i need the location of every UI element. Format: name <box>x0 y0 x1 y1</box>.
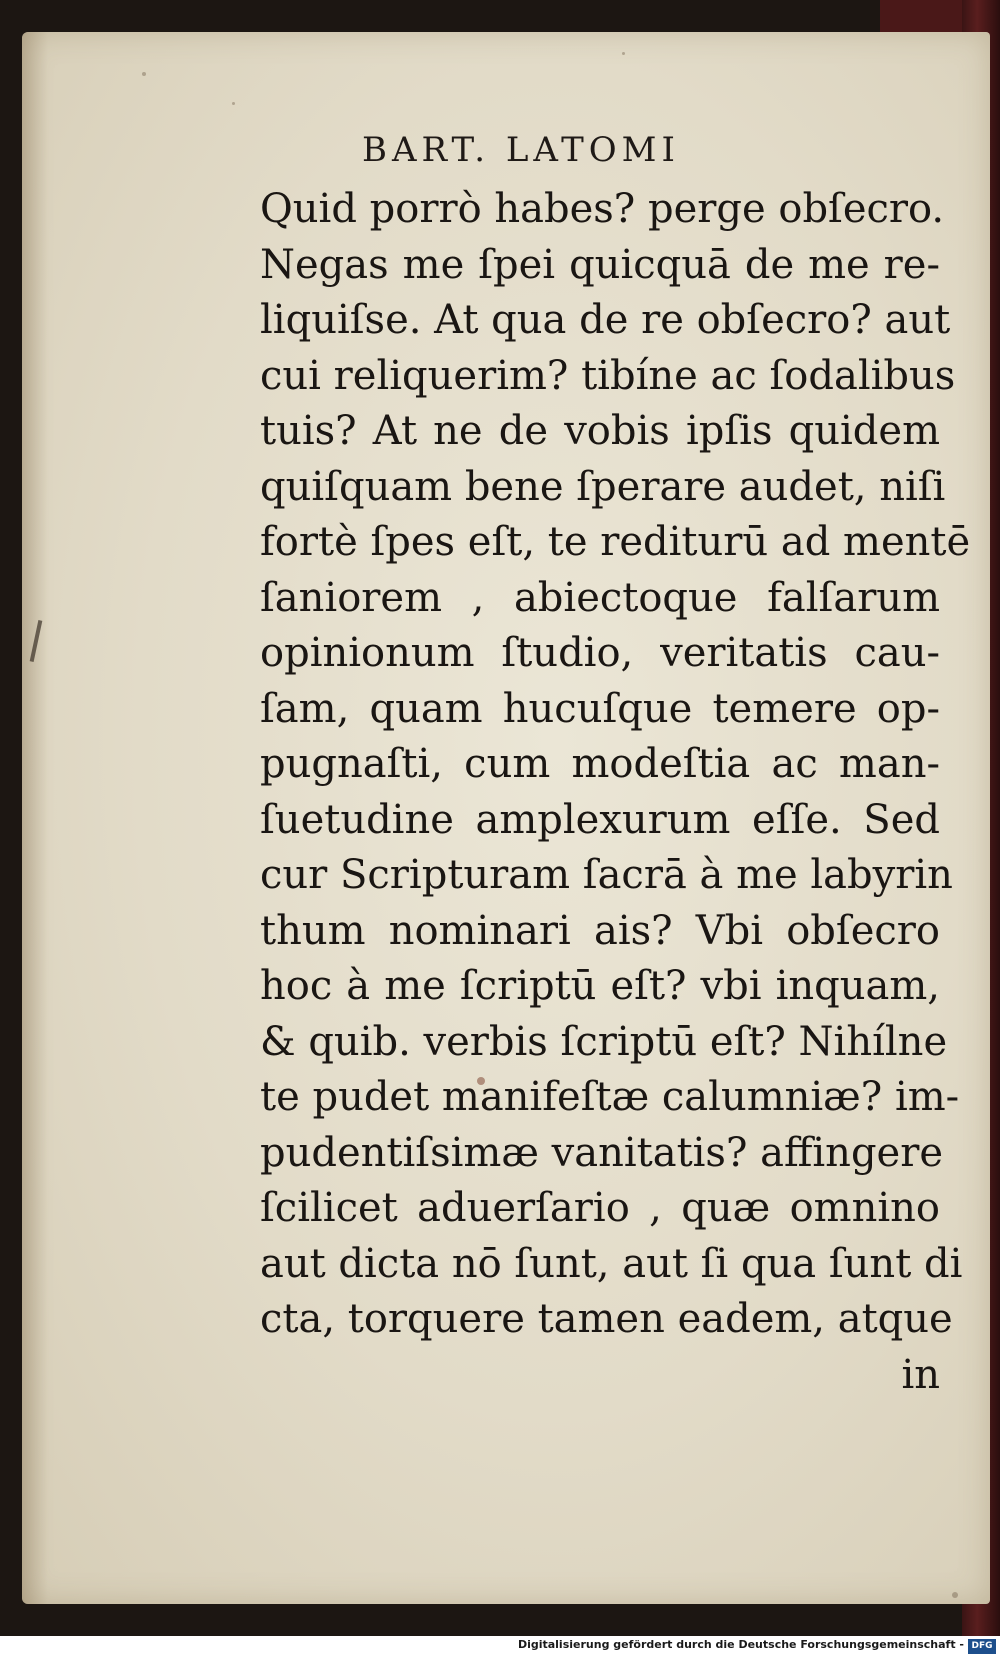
text-line: in <box>901 1351 940 1398</box>
text-line: liquiſse. At qua de re obſecro? aut <box>260 297 951 343</box>
text-line: quiſquam bene ſperare audet, niſi <box>260 463 946 510</box>
text-line: pugnaſti, cum modeſtia ac man- <box>260 741 940 787</box>
paper-speck <box>622 52 625 55</box>
text-line: & quib. verbis ſcriptū eſt? Nihílne <box>260 1018 948 1065</box>
text-line: opinionum ſtudio, veritatis cau- <box>260 630 940 676</box>
text-line: ſuetudine amplexurum eſſe. Sed <box>260 796 940 843</box>
text-line: pudentiſsimæ vanitatis? affingere <box>260 1129 944 1176</box>
text-line: Quid porrò habes? perge obſecro. <box>260 186 945 232</box>
text-line: cur Scripturam ſacrā à me labyrin <box>260 852 953 898</box>
text-line: ſcilicet aduerſario , quæ omnino <box>260 1185 940 1231</box>
text-line: ſam, quam hucuſque temere op- <box>260 685 940 732</box>
body-text <box>260 182 971 1403</box>
running-header: BART. LATOMI <box>362 130 680 170</box>
page-gutter-shadow <box>22 32 48 1604</box>
text-line: cui reliquerim? tibíne ac ſodalibus <box>260 352 956 399</box>
text-line: tuis? At ne de vobis ipſis quidem <box>260 408 940 454</box>
text-line: fortè ſpes eſt, te rediturū ad mentē <box>260 519 971 565</box>
text-line: Negas me ſpei quicquā de me re- <box>260 241 940 288</box>
text-line: ſaniorem , abiectoque falſarum <box>260 574 940 621</box>
book-page <box>22 32 990 1604</box>
paper-speck <box>952 1592 958 1598</box>
text-line: te pudet manifeſtæ calumniæ? im- <box>260 1074 960 1120</box>
funding-credit: Digitalisierung gefördert durch die Deutsche Forschungsgemeinschaft - <box>517 1638 964 1651</box>
footer-bar <box>0 1636 1000 1658</box>
paper-speck <box>232 102 235 105</box>
dfg-logo: DFG <box>968 1639 996 1654</box>
paper-speck <box>142 72 146 76</box>
text-line: cta, torquere tamen eadem, atque <box>260 1296 953 1342</box>
text-line: aut dicta nō ſunt, aut ſi qua ſunt di <box>260 1240 963 1287</box>
text-line: thum nominari ais? Vbi obſecro <box>260 907 940 954</box>
text-line: hoc à me ſcriptū eſt? vbi inquam, <box>260 963 940 1009</box>
